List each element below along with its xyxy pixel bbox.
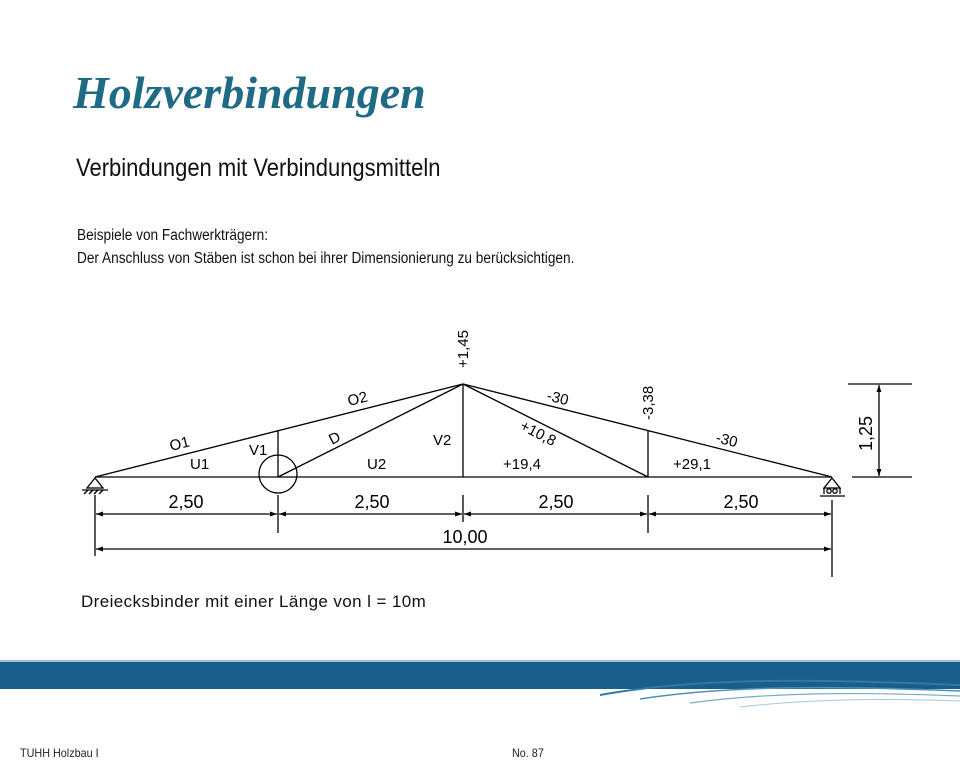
force-v2-top: +1,45: [455, 330, 472, 368]
dim-bay-1: 2,50: [168, 492, 204, 512]
force-upper-chord-right-2: -30: [714, 429, 740, 452]
upper-chord-left: [95, 384, 463, 477]
footer-wave-band: [0, 655, 960, 715]
label-d: D: [326, 428, 344, 449]
label-o1: O1: [167, 433, 192, 455]
page-subtitle: Verbindungen mit Verbindungsmitteln: [76, 154, 441, 182]
force-lower-chord-mid: +19,4: [503, 456, 541, 473]
left-support: [82, 478, 108, 494]
dim-bay-4: 2,50: [723, 492, 759, 512]
force-diagonal-right: +10,8: [517, 417, 559, 450]
footer-course: TUHH Holzbau I: [20, 746, 99, 760]
footer-page-number: No. 87: [512, 746, 544, 760]
force-right-vertical: -3,38: [640, 385, 657, 420]
force-upper-chord-right-1: -30: [545, 387, 571, 410]
label-v1: V1: [249, 442, 268, 459]
dim-bay-2: 2,50: [354, 492, 390, 512]
label-u1: U1: [190, 456, 210, 473]
dim-total: 10,00: [442, 527, 488, 547]
dim-bay-3: 2,50: [538, 492, 574, 512]
label-v2: V2: [433, 432, 452, 449]
page-title: Holzverbindungen: [73, 67, 426, 118]
diagram-caption: Dreiecksbinder mit einer Länge von l = 10m: [81, 592, 427, 611]
description-line-2: Der Anschluss von Stäben ist schon bei ihrer Dimensionierung zu berücksichtigen.: [77, 250, 575, 267]
description-line-1: Beispiele von Fachwerkträgern:: [77, 227, 269, 244]
dim-height: 1,25: [856, 415, 876, 451]
label-o2: O2: [345, 388, 370, 410]
label-u2: U2: [367, 456, 387, 473]
force-lower-chord-right: +29,1: [673, 456, 711, 473]
right-support: [820, 478, 845, 496]
